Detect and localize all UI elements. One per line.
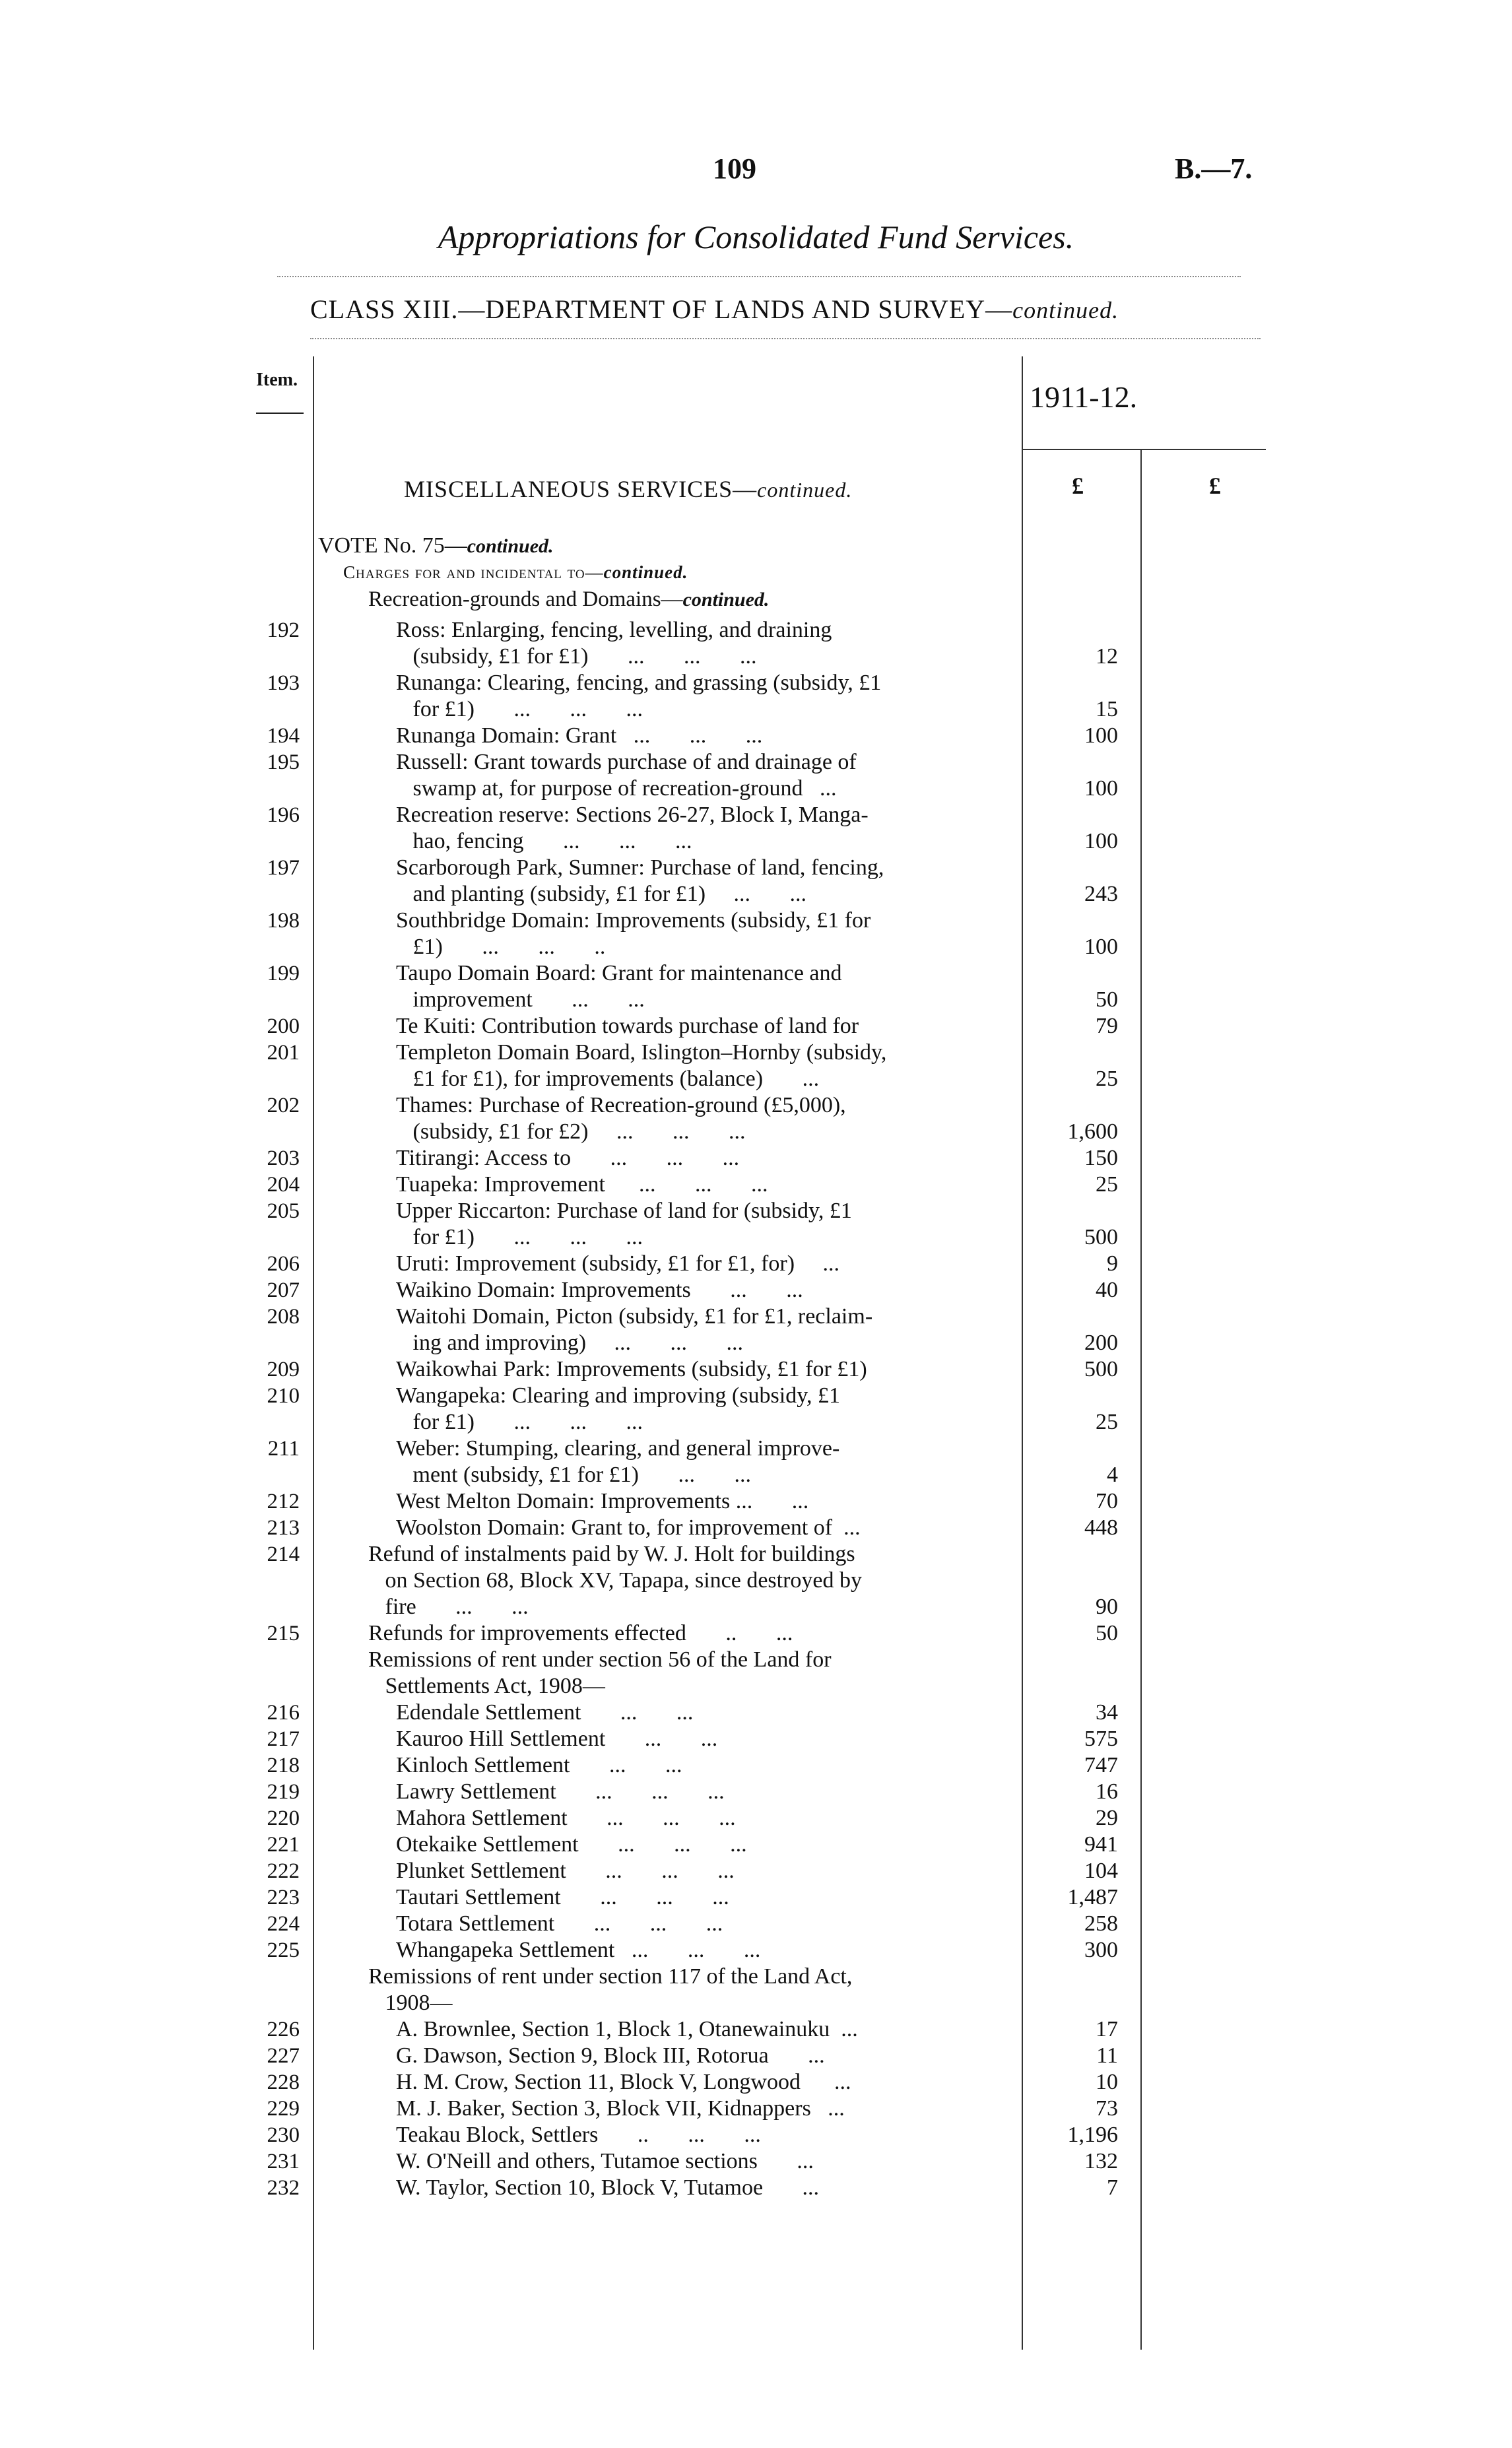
item-number: 206 bbox=[267, 1252, 300, 1276]
item-amount: 25 bbox=[1096, 1410, 1118, 1434]
item-description: Uruti: Improvement (subsidy, £1 for £1, for) ... bbox=[396, 1251, 840, 1276]
item-description: Scarborough Park, Sumner: Purchase of land, fencing, bbox=[396, 855, 884, 880]
item-amount: 12 bbox=[1096, 644, 1118, 669]
item-description: hao, fencing ... ... ... bbox=[396, 829, 692, 853]
item-amount: 1,487 bbox=[1067, 1885, 1118, 1909]
item-number: 213 bbox=[267, 1516, 300, 1540]
item-description: £1 for £1), for improvements (balance) ... bbox=[396, 1067, 820, 1091]
item-description: West Melton Domain: Improvements ... ... bbox=[396, 1489, 809, 1513]
currency-symbol-1: £ bbox=[1072, 473, 1084, 499]
item-amount: 941 bbox=[1084, 1832, 1118, 1857]
item-number: 214 bbox=[267, 1542, 300, 1566]
item-description: (subsidy, £1 for £1) ... ... ... bbox=[396, 644, 757, 669]
class-heading-suffix: continued. bbox=[1012, 297, 1119, 323]
charges-heading bbox=[343, 562, 688, 583]
item-number: 205 bbox=[267, 1199, 300, 1223]
item-number: 194 bbox=[267, 724, 300, 748]
class-heading bbox=[310, 294, 1119, 325]
item-number: 204 bbox=[267, 1173, 300, 1197]
item-number: 216 bbox=[267, 1701, 300, 1725]
item-number: 203 bbox=[267, 1146, 300, 1170]
item-amount: 50 bbox=[1096, 1621, 1118, 1645]
subhead-heading bbox=[368, 587, 769, 612]
item-amount: 100 bbox=[1084, 935, 1118, 959]
item-number: 210 bbox=[267, 1384, 300, 1408]
vote-text: VOTE No. 75— bbox=[318, 533, 467, 558]
item-description: Taupo Domain Board: Grant for maintenance and bbox=[396, 961, 842, 985]
currency-symbol-2: £ bbox=[1209, 473, 1221, 499]
item-amount: 7 bbox=[1107, 2175, 1118, 2200]
item-amount: 25 bbox=[1096, 1172, 1118, 1197]
item-description: Runanga Domain: Grant ... ... ... bbox=[396, 723, 763, 748]
item-description: A. Brownlee, Section 1, Block 1, Otanewainuku ... bbox=[396, 2017, 858, 2041]
item-description: and planting (subsidy, £1 for £1) ... ... bbox=[396, 882, 807, 906]
vote-suffix: continued. bbox=[467, 535, 554, 557]
item-amount: 100 bbox=[1084, 776, 1118, 801]
item-number: 228 bbox=[267, 2070, 300, 2094]
item-description: (subsidy, £1 for £2) ... ... ... bbox=[396, 1119, 746, 1144]
item-description: Edendale Settlement ... ... bbox=[396, 1700, 694, 1725]
page-number: 109 bbox=[713, 152, 756, 185]
item-description: Ross: Enlarging, fencing, levelling, and draining bbox=[396, 618, 832, 642]
item-description: 1908— bbox=[368, 1991, 453, 2015]
total-column-divider bbox=[1140, 449, 1142, 2350]
item-number: 199 bbox=[267, 962, 300, 985]
subhead-text: Recreation-grounds and Domains— bbox=[368, 587, 683, 611]
item-column-divider bbox=[313, 356, 314, 2350]
item-amount: 11 bbox=[1096, 2043, 1118, 2068]
amount-column-divider bbox=[1022, 356, 1023, 2350]
item-number: 193 bbox=[267, 671, 300, 695]
item-number: 230 bbox=[267, 2123, 300, 2147]
item-description: Plunket Settlement ... ... ... bbox=[396, 1859, 735, 1883]
item-amount: 150 bbox=[1084, 1146, 1118, 1170]
class-rule bbox=[310, 338, 1261, 339]
item-description: Russell: Grant towards purchase of and drainage of bbox=[396, 750, 857, 774]
item-number: 217 bbox=[267, 1727, 300, 1751]
item-number: 215 bbox=[267, 1622, 300, 1645]
item-number: 229 bbox=[267, 2097, 300, 2121]
item-amount: 243 bbox=[1084, 882, 1118, 906]
item-amount: 104 bbox=[1084, 1859, 1118, 1883]
item-amount: 90 bbox=[1096, 1595, 1118, 1619]
section-title bbox=[404, 475, 852, 503]
item-number: 208 bbox=[267, 1305, 300, 1329]
item-description: Remissions of rent under section 56 of the Land for bbox=[368, 1647, 832, 1672]
item-amount: 500 bbox=[1084, 1357, 1118, 1381]
item-amount: 73 bbox=[1096, 2096, 1118, 2121]
item-amount: 25 bbox=[1096, 1067, 1118, 1091]
item-amount: 132 bbox=[1084, 2149, 1118, 2173]
item-amount: 50 bbox=[1096, 987, 1118, 1012]
item-description: W. O'Neill and others, Tutamoe sections ... bbox=[396, 2149, 814, 2173]
section-title-text: MISCELLANEOUS SERVICES— bbox=[404, 476, 758, 502]
item-amount: 200 bbox=[1084, 1331, 1118, 1355]
item-description: Settlements Act, 1908— bbox=[368, 1674, 605, 1698]
charges-text: Charges for and incidental to— bbox=[343, 562, 604, 582]
section-title-suffix: continued. bbox=[757, 478, 853, 502]
page-title: Appropriations for Consolidated Fund Services. bbox=[438, 218, 1074, 255]
item-amount: 300 bbox=[1084, 1938, 1118, 1962]
item-description: Tautari Settlement ... ... ... bbox=[396, 1885, 729, 1909]
vote-heading bbox=[318, 533, 554, 558]
item-description: Runanga: Clearing, fencing, and grassing (subsidy, £1 bbox=[396, 671, 882, 695]
item-amount: 79 bbox=[1096, 1014, 1118, 1038]
item-description: Waitohi Domain, Picton (subsidy, £1 for £1, reclaim- bbox=[396, 1304, 873, 1329]
item-description: Totara Settlement ... ... ... bbox=[396, 1911, 723, 1936]
item-number: 202 bbox=[267, 1094, 300, 1117]
item-amount: 16 bbox=[1096, 1779, 1118, 1804]
item-number: 226 bbox=[267, 2018, 300, 2041]
item-number: 224 bbox=[267, 1912, 300, 1936]
item-description: Upper Riccarton: Purchase of land for (subsidy, £1 bbox=[396, 1199, 852, 1223]
document-reference: B.—7. bbox=[1175, 152, 1253, 185]
item-description: G. Dawson, Section 9, Block III, Rotorua ... bbox=[396, 2043, 825, 2068]
item-amount: 9 bbox=[1107, 1251, 1118, 1276]
item-description: Woolston Domain: Grant to, for improvement of ... bbox=[396, 1515, 861, 1540]
item-description: Te Kuiti: Contribution towards purchase of land for bbox=[396, 1014, 859, 1038]
item-number: 220 bbox=[267, 1806, 300, 1830]
item-description: Kinloch Settlement ... ... bbox=[396, 1753, 682, 1777]
item-number: 227 bbox=[267, 2044, 300, 2068]
item-amount: 40 bbox=[1096, 1278, 1118, 1302]
item-description: H. M. Crow, Section 11, Block V, Longwood ... bbox=[396, 2070, 851, 2094]
item-column-header: Item. bbox=[256, 370, 298, 390]
item-header-underline bbox=[256, 413, 304, 414]
item-number: 218 bbox=[267, 1754, 300, 1777]
item-description: Southbridge Domain: Improvements (subsidy, £1 for bbox=[396, 908, 871, 933]
item-amount: 70 bbox=[1096, 1489, 1118, 1513]
item-number: 195 bbox=[267, 750, 300, 774]
item-description: fire ... ... bbox=[368, 1595, 529, 1619]
item-description: Mahora Settlement ... ... ... bbox=[396, 1806, 736, 1830]
item-description: £1) ... ... .. bbox=[396, 935, 606, 959]
item-description: Refunds for improvements effected .. ... bbox=[368, 1621, 793, 1645]
item-description: Thames: Purchase of Recreation-ground (£5,000), bbox=[396, 1093, 846, 1117]
item-number: 192 bbox=[267, 618, 300, 642]
item-number: 222 bbox=[267, 1859, 300, 1883]
item-description: for £1) ... ... ... bbox=[396, 1225, 643, 1249]
item-number: 219 bbox=[267, 1780, 300, 1804]
item-amount: 17 bbox=[1096, 2017, 1118, 2041]
item-number: 232 bbox=[267, 2176, 300, 2200]
item-amount: 4 bbox=[1107, 1463, 1118, 1487]
item-amount: 34 bbox=[1096, 1700, 1118, 1725]
item-description: Otekaike Settlement ... ... ... bbox=[396, 1832, 747, 1857]
item-amount: 100 bbox=[1084, 829, 1118, 853]
item-number: 212 bbox=[267, 1490, 300, 1513]
item-description: swamp at, for purpose of recreation-ground ... bbox=[396, 776, 837, 801]
item-description: for £1) ... ... ... bbox=[396, 697, 643, 721]
item-description: Wangapeka: Clearing and improving (subsidy, £1 bbox=[396, 1383, 841, 1408]
item-amount: 29 bbox=[1096, 1806, 1118, 1830]
item-amount: 10 bbox=[1096, 2070, 1118, 2094]
item-number: 198 bbox=[267, 909, 300, 933]
item-description: improvement ... ... bbox=[396, 987, 645, 1012]
item-amount: 1,196 bbox=[1067, 2123, 1118, 2147]
item-description: for £1) ... ... ... bbox=[396, 1410, 643, 1434]
item-description: M. J. Baker, Section 3, Block VII, Kidnappers ... bbox=[396, 2096, 845, 2121]
item-description: Weber: Stumping, clearing, and general improve- bbox=[396, 1436, 840, 1461]
charges-suffix: continued. bbox=[603, 562, 688, 582]
item-description: Whangapeka Settlement ... ... ... bbox=[396, 1938, 761, 1962]
item-amount: 448 bbox=[1084, 1515, 1118, 1540]
item-description: Waikino Domain: Improvements ... ... bbox=[396, 1278, 803, 1302]
subhead-suffix: continued. bbox=[682, 589, 770, 611]
item-description: Refund of instalments paid by W. J. Holt for buildings bbox=[368, 1542, 855, 1566]
item-description: Titirangi: Access to ... ... ... bbox=[396, 1146, 740, 1170]
item-description: on Section 68, Block XV, Tapapa, since destroyed by bbox=[368, 1568, 863, 1593]
class-heading-text: CLASS XIII.—DEPARTMENT OF LANDS AND SURVEY— bbox=[310, 294, 1013, 324]
item-number: 207 bbox=[267, 1278, 300, 1302]
item-number: 223 bbox=[267, 1886, 300, 1909]
item-description: Waikowhai Park: Improvements (subsidy, £1 for £1) bbox=[396, 1357, 867, 1381]
item-number: 196 bbox=[267, 803, 300, 827]
item-number: 201 bbox=[267, 1041, 300, 1065]
item-description: Recreation reserve: Sections 26-27, Block I, Manga- bbox=[396, 803, 869, 827]
item-number: 197 bbox=[267, 856, 300, 880]
item-description: W. Taylor, Section 10, Block V, Tutamoe ... bbox=[396, 2175, 820, 2200]
item-amount: 500 bbox=[1084, 1225, 1118, 1249]
item-number: 225 bbox=[267, 1938, 300, 1962]
item-description: Lawry Settlement ... ... ... bbox=[396, 1779, 725, 1804]
item-amount: 258 bbox=[1084, 1911, 1118, 1936]
item-number: 200 bbox=[267, 1014, 300, 1038]
item-description: ment (subsidy, £1 for £1) ... ... bbox=[396, 1463, 751, 1487]
year-column-header: 1911-12. bbox=[1030, 380, 1138, 414]
item-description: ing and improving) ... ... ... bbox=[396, 1331, 744, 1355]
item-amount: 575 bbox=[1084, 1727, 1118, 1751]
item-amount: 1,600 bbox=[1067, 1119, 1118, 1144]
item-description: Teakau Block, Settlers .. ... ... bbox=[396, 2123, 761, 2147]
item-amount: 747 bbox=[1084, 1753, 1118, 1777]
item-number: 221 bbox=[267, 1833, 300, 1857]
year-header-rule bbox=[1022, 449, 1266, 450]
item-amount: 100 bbox=[1084, 723, 1118, 748]
item-amount: 15 bbox=[1096, 697, 1118, 721]
title-rule bbox=[277, 276, 1241, 277]
item-description: Kauroo Hill Settlement ... ... bbox=[396, 1727, 718, 1751]
item-description: Remissions of rent under section 117 of the Land Act, bbox=[368, 1964, 853, 1989]
item-number: 209 bbox=[267, 1358, 300, 1381]
item-description: Tuapeka: Improvement ... ... ... bbox=[396, 1172, 768, 1197]
item-number: 211 bbox=[267, 1437, 300, 1461]
item-description: Templeton Domain Board, Islington–Hornby (subsidy, bbox=[396, 1040, 887, 1065]
item-number: 231 bbox=[267, 2150, 300, 2173]
